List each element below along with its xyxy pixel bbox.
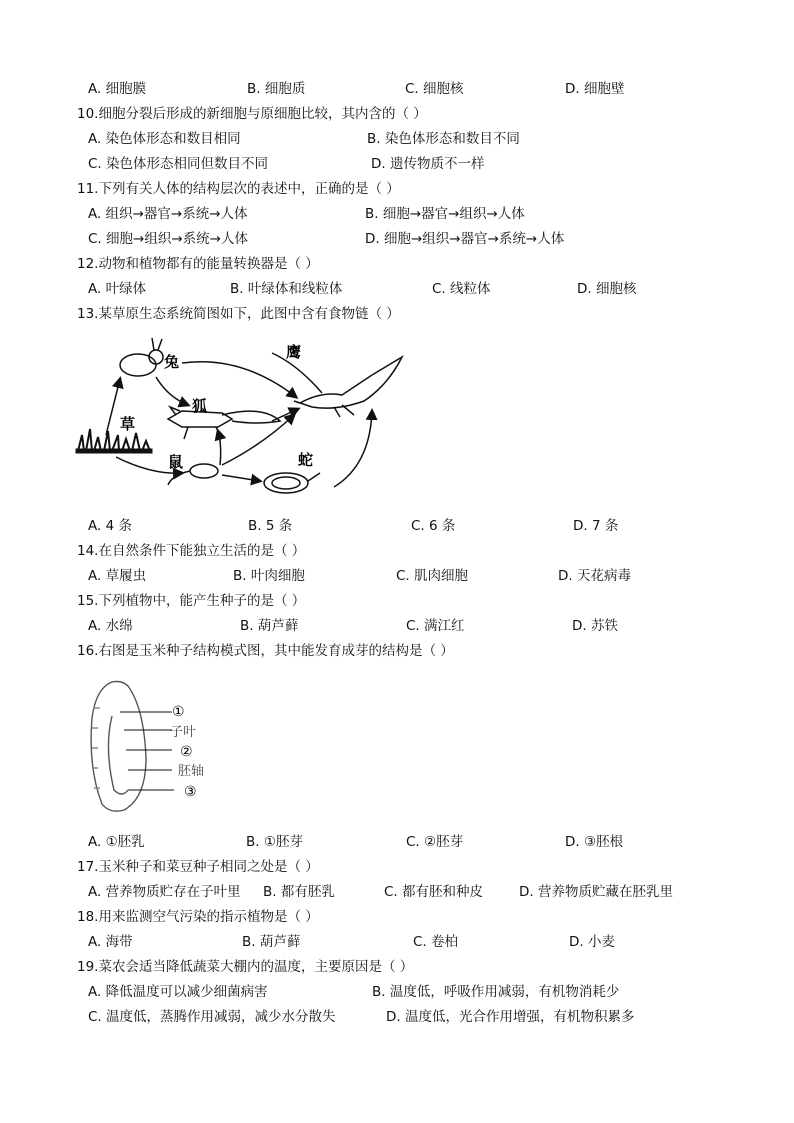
- q10-option-c: C. 染色体形态相同但数目不同: [88, 156, 269, 172]
- q13-option-a: A. 4 条: [88, 518, 132, 534]
- corn-seed-illustration: [91, 682, 146, 812]
- q18-option-d: D. 小麦: [569, 934, 615, 950]
- q16-option-b: B. ①胚芽: [246, 834, 303, 850]
- label-grass: 草: [120, 415, 136, 433]
- seed-label-3: ③: [184, 784, 197, 800]
- q19-option-c: C. 温度低，蒸腾作用减弱，减少水分散失: [88, 1009, 336, 1025]
- q17-option-d: D. 营养物质贮藏在胚乳里: [519, 884, 673, 900]
- q16-option-c: C. ②胚芽: [406, 834, 464, 850]
- food-web-arrows: [106, 362, 372, 487]
- q11-stem: 11.下列有关人体的结构层次的表述中，正确的是（ ）: [77, 181, 400, 197]
- q10-option-b: B. 染色体形态和数目不同: [367, 131, 520, 147]
- q18-option-c: C. 卷柏: [413, 934, 459, 950]
- q12-option-a: A. 叶绿体: [88, 281, 147, 297]
- q12-stem: 12.动物和植物都有的能量转换器是（ ）: [77, 256, 319, 272]
- q17-stem: 17.玉米种子和菜豆种子相同之处是（ ）: [77, 859, 319, 875]
- grass-illustration: [76, 429, 152, 453]
- rabbit-illustration: [120, 338, 163, 376]
- snake-illustration: [264, 473, 320, 493]
- q19-option-d: D. 温度低，光合作用增强，有机物积累多: [386, 1009, 635, 1025]
- label-rabbit: 兔: [164, 353, 180, 371]
- q12-option-b: B. 叶绿体和线粒体: [230, 281, 343, 297]
- q11-option-c: C. 细胞→组织→系统→人体: [88, 231, 248, 247]
- q16-option-a: A. ①胚乳: [88, 834, 145, 850]
- q14-option-b: B. 叶肉细胞: [233, 568, 305, 584]
- label-mouse: 鼠: [168, 453, 184, 471]
- q10-option-a: A. 染色体形态和数目相同: [88, 131, 241, 147]
- q16-stem: 16.右图是玉米种子结构模式图，其中能发育成芽的结构是（ ）: [77, 643, 454, 659]
- q18-stem: 18.用来监测空气污染的指示植物是（ ）: [77, 909, 319, 925]
- q15-option-c: C. 满江红: [406, 618, 465, 634]
- q10-stem: 10.细胞分裂后形成的新细胞与原细胞比较，其内含的（ ）: [77, 106, 427, 122]
- q11-option-a: A. 组织→器官→系统→人体: [88, 206, 248, 222]
- q15-stem: 15.下列植物中，能产生种子的是（ ）: [77, 593, 306, 609]
- food-web-figure: [72, 335, 412, 505]
- q9-option-b: B. 细胞质: [247, 81, 306, 97]
- q14-option-d: D. 天花病毒: [558, 568, 631, 584]
- q18-option-a: A. 海带: [88, 934, 133, 950]
- q19-option-b: B. 温度低，呼吸作用减弱，有机物消耗少: [372, 984, 620, 1000]
- seed-label-cotyledon: 子叶: [170, 725, 197, 740]
- q12-option-d: D. 细胞核: [577, 281, 637, 297]
- q11-option-d: D. 细胞→组织→器官→系统→人体: [365, 231, 565, 247]
- q13-option-c: C. 6 条: [411, 518, 456, 534]
- q10-option-d: D. 遗传物质不一样: [371, 156, 485, 172]
- q14-option-a: A. 草履虫: [88, 568, 147, 584]
- label-eagle: 鹰: [286, 343, 302, 361]
- q9-option-a: A. 细胞膜: [88, 81, 147, 97]
- label-fox: 狐: [192, 397, 208, 415]
- q13-option-b: B. 5 条: [248, 518, 293, 534]
- label-snake: 蛇: [298, 451, 314, 469]
- q9-option-d: D. 细胞壁: [565, 81, 625, 97]
- q14-option-c: C. 肌肉细胞: [396, 568, 469, 584]
- q15-option-d: D. 苏铁: [572, 618, 618, 634]
- q14-stem: 14.在自然条件下能独立生活的是（ ）: [77, 543, 306, 559]
- corn-seed-pointer-lines: [120, 712, 174, 790]
- q15-option-b: B. 葫芦藓: [240, 618, 299, 634]
- q13-stem: 13.某草原生态系统简图如下，此图中含有食物链（ ）: [77, 306, 400, 322]
- q19-option-a: A. 降低温度可以减少细菌病害: [88, 984, 268, 1000]
- q9-option-c: C. 细胞核: [405, 81, 464, 97]
- q17-option-c: C. 都有胚和种皮: [384, 884, 484, 900]
- q19-stem: 19.菜农会适当降低蔬菜大棚内的温度，主要原因是（ ）: [77, 959, 414, 975]
- eagle-illustration: [272, 353, 402, 417]
- q12-option-c: C. 线粒体: [432, 281, 491, 297]
- q17-option-a: A. 营养物质贮存在子叶里: [88, 884, 241, 900]
- seed-label-1: ①: [172, 704, 185, 720]
- q13-option-d: D. 7 条: [573, 518, 619, 534]
- q15-option-a: A. 水绵: [88, 618, 133, 634]
- q11-option-b: B. 细胞→器官→组织→人体: [365, 206, 525, 222]
- corn-seed-figure: [84, 678, 224, 818]
- q18-option-b: B. 葫芦藓: [242, 934, 301, 950]
- seed-label-hypocotyl: 胚轴: [178, 764, 205, 779]
- q17-option-b: B. 都有胚乳: [263, 884, 335, 900]
- q16-option-d: D. ③胚根: [565, 834, 624, 850]
- seed-label-2: ②: [180, 744, 193, 760]
- fox-illustration: [168, 407, 280, 439]
